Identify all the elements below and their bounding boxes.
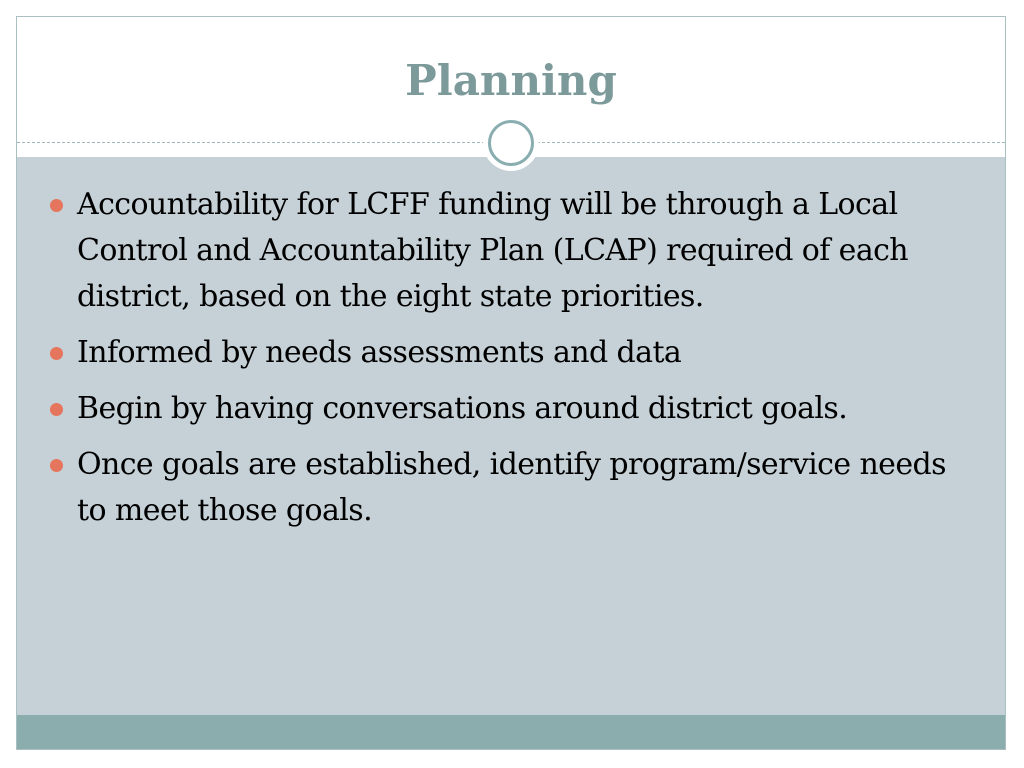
- bullet-item: [47, 442, 977, 534]
- emblem-ring: [488, 120, 534, 166]
- bullet-item: [47, 330, 977, 376]
- slide: [16, 16, 1006, 750]
- bullet-text: Informed by needs assessments and data: [77, 335, 682, 370]
- bullet-text: Once goals are established, identify program/service needs to meet those goals.: [77, 447, 946, 528]
- footer-bar: [17, 715, 1005, 750]
- bullet-dot-icon: [50, 403, 63, 416]
- bullet-text: Begin by having conversations around district goals.: [77, 391, 848, 426]
- slide-title: Planning: [405, 56, 617, 105]
- bullet-list: [47, 182, 977, 544]
- bullet-dot-icon: [50, 347, 63, 360]
- bullet-dot-icon: [50, 199, 63, 212]
- bullet-item: [47, 182, 977, 320]
- bullet-text: Accountability for LCFF funding will be through a Local Control and Accountability Plan (LCAP) required of each district, based on the eight state priorities.: [77, 187, 909, 314]
- bullet-item: [47, 386, 977, 432]
- circle-emblem-icon: [483, 115, 539, 171]
- bullet-dot-icon: [50, 459, 63, 472]
